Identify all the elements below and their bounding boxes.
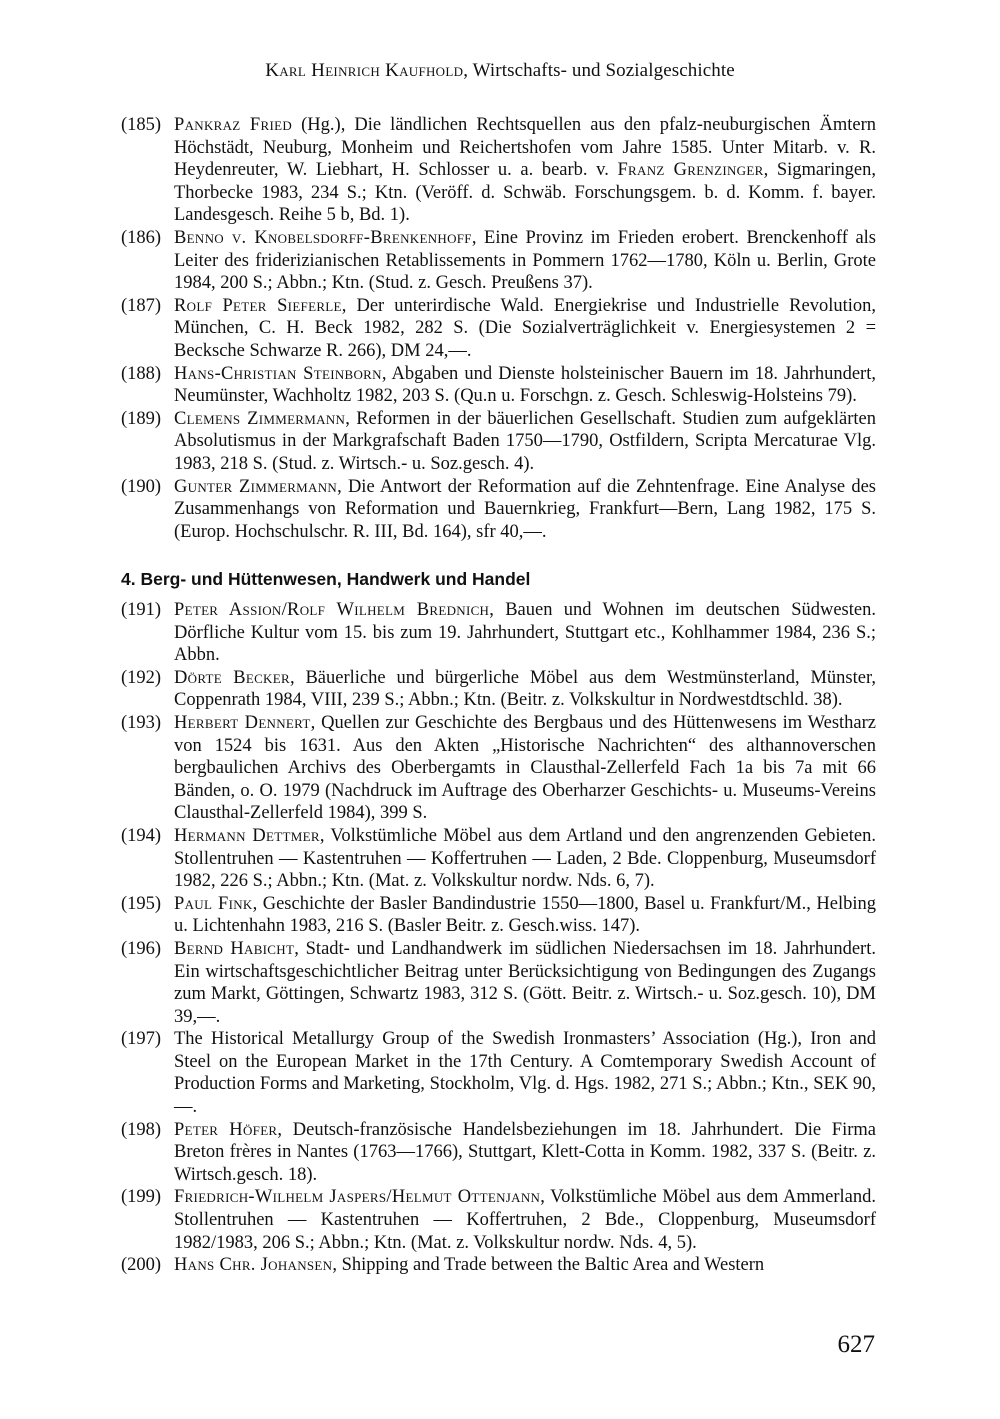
entry-author: Rolf Peter Sieferle	[174, 295, 342, 316]
entry-text: , Der unterirdische Wald. Energiekrise und Industrielle Revolution, München, C. H. Beck 1982, 282 S. (Die Sozialverträglichkeit v. Energiesystemen 2 = Becksche Schwarze R. 266), DM 24,—.	[174, 295, 876, 361]
entry-author: Peter Höfer	[174, 1119, 278, 1140]
bibliography-entry	[121, 893, 876, 938]
bibliography-entry	[121, 1119, 876, 1187]
entry-author: Hans-Christian Steinborn	[174, 363, 382, 384]
bibliography-entry	[121, 363, 876, 408]
bibliography-entry	[121, 295, 876, 363]
entry-text: (Hg.), Die ländlichen Rechtsquellen aus den pfalz-neuburgischen Ämtern Höchstädt, Neuburg, Monheim und Reichertshofen vom Jahre 1585. Unter Mitarb. v. R. Heydenreuter, W. Liebhart, H. Schlosser u. a. bearb. v.	[174, 115, 876, 181]
entry-number: (190)	[121, 476, 162, 497]
entry-text: , Reformen in der bäuerlichen Gesellschaft. Studien zum aufgeklärten Absolutismus in der Markgrafschaft Baden 1750—1790, Ostfildern, Scripta Mercaturae Vlg. 1983, 218 S. (Stud. z. Wirtsch.- u. Soz.gesch. 4).	[174, 408, 876, 474]
bibliography-entry	[121, 712, 876, 825]
entry-number: (189)	[121, 408, 162, 429]
bibliography-entry	[121, 599, 876, 667]
entry-number: (185)	[121, 115, 162, 135]
entry-number: (198)	[121, 1119, 162, 1140]
entry-text: , Stadt- und Landhandwerk im südlichen Niedersachsen im 18. Jahrhundert. Ein wirtschaftsgeschichtlicher Beitrag unter Berücksichtigung von Bedingungen des Zugangs zum Markt, Göttingen, Schwartz 1983, 312 S. (Gött. Beitr. z. Wirtsch.- u. Soz.gesch. 10), DM 39,—.	[174, 938, 876, 1027]
bibliography-list-agriculture	[121, 114, 876, 543]
entry-number: (193)	[121, 712, 162, 733]
entry-text: , Bauen und Wohnen im deutschen Südwesten. Dörfliche Kultur vom 15. bis zum 19. Jahrhundert, Stuttgart etc., Kohlhammer 1984, 236 S.; Abbn.	[174, 600, 876, 666]
entry-number: (191)	[121, 600, 162, 620]
entry-author: Hans Chr. Johansen	[174, 1255, 333, 1276]
bibliography-entry	[121, 227, 876, 295]
entry-number: (199)	[121, 1187, 162, 1208]
entry-number: (187)	[121, 295, 162, 316]
entry-author: Gunter Zimmermann	[174, 476, 338, 497]
entry-text: , Volkstümliche Möbel aus dem Artland und den angrenzenden Gebieten. Stollentruhen — Kastentruhen — Koffertruhen — Laden, 2 Bde. Cloppenburg, Museumsdorf 1982, 226 S.; Abbn.; Ktn. (Mat. z. Volkskultur nordw. Nds. 6, 7).	[174, 825, 876, 892]
entry-author: Paul Fink	[174, 893, 253, 914]
entry-author: Clemens Zimmermann	[174, 408, 346, 429]
page-number: 627	[837, 1331, 875, 1358]
bibliography-entry	[121, 408, 876, 476]
entry-text: , Quellen zur Geschichte des Bergbaus und des Hüttenwesens im Westharz von 1524 bis 1631. Aus den Akten „Historische Nachrichten“ des althannoverschen bergbaulichen Archivs des Oberbergamts in Clausthal-Zellerfeld Fach 1a bis 7a mit 66 Bänden, o. O. 1979 (Nachdruck im Auftrage des Oberharzer Geschichts- u. Museums-Vereins Clausthal-Zellerfeld 1984), 399 S.	[174, 712, 876, 824]
entry-number: (196)	[121, 938, 162, 959]
bibliography-list-mining-trade	[121, 599, 876, 1277]
bibliography-entry	[121, 114, 876, 227]
entry-author: Pankraz Fried	[174, 115, 293, 135]
entry-text: , Volkstümliche Möbel aus dem Ammerland. Stollentruhen — Kastentruhen — Koffertruhen, 2 Bde., Cloppenburg, Museumsdorf 1982/1983, 206 S.; Abbn.; Ktn. (Mat. z. Volkskultur nordw. Nds. 4, 5).	[174, 1187, 876, 1253]
entry-number: (197)	[121, 1029, 162, 1050]
bibliography-entry	[121, 476, 876, 544]
bibliography-entry	[121, 825, 876, 893]
entry-number: (192)	[121, 667, 162, 688]
bibliography-entry	[121, 1186, 876, 1254]
bibliography-entry	[121, 667, 876, 712]
running-head-author: Karl Heinrich Kaufhold	[265, 60, 464, 81]
running-head-title: , Wirtschafts- und Sozialgeschichte	[463, 60, 735, 81]
entry-author: Dörte Becker	[174, 667, 290, 688]
entry-author: Peter Assion/Rolf Wilhelm Brednich	[174, 600, 490, 620]
entry-number: (200)	[121, 1255, 162, 1276]
entry-number: (188)	[121, 363, 162, 384]
entry-text: , Abgaben und Dienste holsteinischer Bauern im 18. Jahrhundert, Neumünster, Wachholtz 1982, 203 S. (Qu.n u. Forschgn. z. Gesch. Schleswig-Holsteins 79).	[174, 363, 876, 407]
entry-author: Hermann Dettmer	[174, 825, 320, 846]
entry-author: Friedrich-Wilhelm Jaspers/Helmut Ottenjann	[174, 1187, 541, 1208]
entry-number: (195)	[121, 893, 162, 914]
entry-editor: Franz Grenzinger	[617, 160, 764, 181]
section-heading: 4. Berg- und Hüttenwesen, Handwerk und Handel	[121, 569, 531, 589]
entry-author: Benno v. Knobelsdorff-Brenkenhoff	[174, 227, 472, 248]
entry-author: Bernd Habicht	[174, 938, 295, 959]
entry-text-continued: , Sigmaringen, Thorbecke 1983, 234 S.; Ktn. (Veröff. d. Schwäb. Forschungsgem. b. d. Komm. f. bayer. Landesgesch. Reihe 5 b, Bd. 1).	[174, 160, 877, 226]
running-head	[0, 58, 1000, 84]
entry-author: Herbert Dennert	[174, 712, 311, 733]
entry-text: , Eine Provinz im Frieden erobert. Brenckenhoff als Leiter des friderizianischen Retablissements in Pommern 1762—1780, Köln u. Berlin, Grote 1984, 200 S.; Abbn.; Ktn. (Stud. z. Gesch. Preußens 37).	[174, 227, 876, 294]
entry-text: , Shipping and Trade between the Baltic Area and Western	[332, 1255, 765, 1276]
entry-text: , Deutsch-französische Handelsbeziehungen im 18. Jahrhundert. Die Firma Breton frères in Nantes (1763—1766), Stuttgart, Klett-Cotta in Komm. 1982, 337 S. (Beitr. z. Wirtsch.gesch. 18).	[174, 1119, 876, 1185]
bibliography-entry	[121, 938, 876, 1028]
entry-number: (186)	[121, 227, 162, 248]
entry-text: , Die Antwort der Reformation auf die Zehntenfrage. Eine Analyse des Zusammenhangs von Reformation und Bauernkrieg, Frankfurt—Bern, Lang 1982, 175 S. (Europ. Hochschulschr. R. III, Bd. 164), sfr 40,—.	[174, 476, 876, 542]
entry-text: , Bäuerliche und bürgerliche Möbel aus dem Westmünsterland, Münster, Coppenrath 1984, VIII, 239 S.; Abbn.; Ktn. (Beitr. z. Volkskultur in Nordwestdtschld. 38).	[174, 667, 876, 711]
bibliography-entry	[121, 1028, 876, 1118]
entry-number: (194)	[121, 825, 162, 846]
bibliography-entry	[121, 1254, 876, 1277]
entry-text: The Historical Metallurgy Group of the Swedish Ironmasters’ Association (Hg.), Iron and Steel on the European Market in the 17th Century. A Comtemporary Swedish Account of Production Forms and Marketing, Stockholm, Vlg. d. Hgs. 1982, 271 S.; Abbn.; Ktn., SEK 90,—.	[174, 1029, 876, 1118]
entry-text: , Geschichte der Basler Bandindustrie 1550—1800, Basel u. Frankfurt/M., Helbing u. Lichtenhahn 1983, 216 S. (Basler Beitr. z. Gesch.wiss. 147).	[174, 893, 876, 937]
